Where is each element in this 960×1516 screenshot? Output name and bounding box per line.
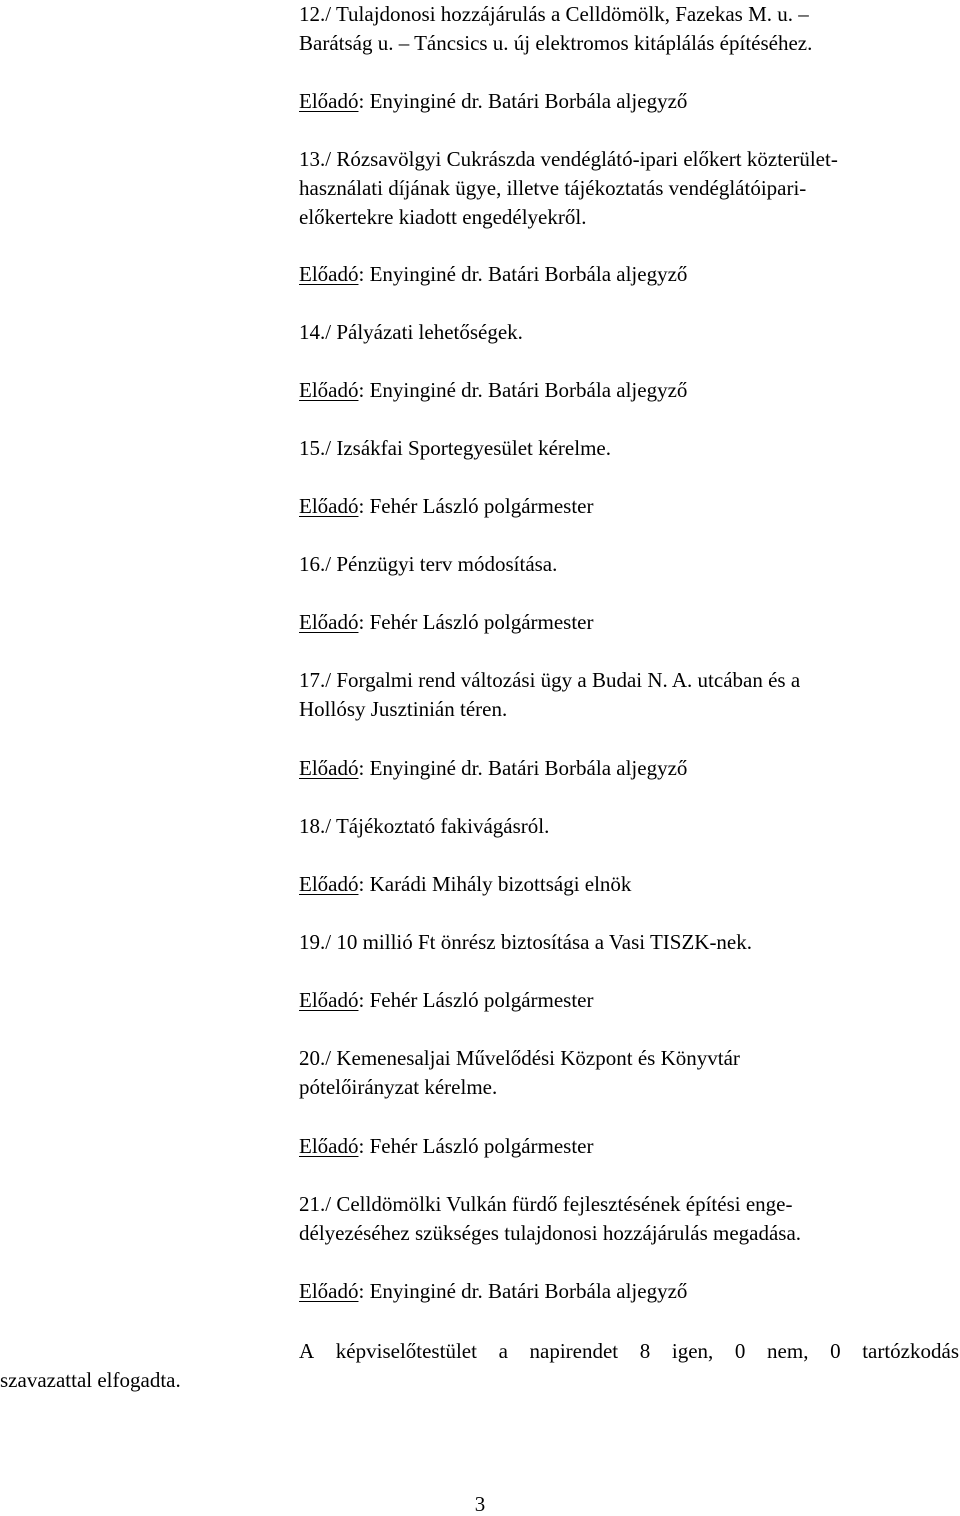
agenda-item-15: [299, 434, 914, 463]
presenter-label: Előadó: [299, 262, 359, 286]
agenda-item-21: [299, 1190, 914, 1248]
resolution-word: 0: [830, 1339, 841, 1363]
agenda-item-title-line: 18./ Tájékoztató fakivágásról.: [299, 814, 550, 838]
agenda-item-13: [299, 145, 914, 232]
presenter-line: Előadó: Fehér László polgármester: [299, 1134, 594, 1158]
resolution-word: nem,: [767, 1339, 809, 1363]
agenda-item-title-line: 17./ Forgalmi rend változási ügy a Budai N. A. utcában és a: [299, 668, 801, 692]
presenter-label: Előadó: [299, 89, 359, 113]
presenter-name: Karádi Mihály bizottsági elnök: [369, 872, 632, 896]
presenter-name: Enyinginé dr. Batári Borbála aljegyző: [369, 378, 688, 402]
agenda-item-title-line: 20./ Kemenesaljai Művelődési Központ és Könyvtár: [299, 1046, 740, 1070]
presenter-name: Enyinginé dr. Batári Borbála aljegyző: [369, 1279, 688, 1303]
presenter-line: Előadó: Fehér László polgármester: [299, 610, 594, 634]
presenter-line: Előadó: Enyinginé dr. Batári Borbála aljegyző: [299, 89, 688, 113]
resolution-word: napirendet: [529, 1339, 619, 1363]
presenter-name: Enyinginé dr. Batári Borbála aljegyző: [369, 756, 688, 780]
agenda-item-title-line: délyezéséhez szükséges tulajdonosi hozzájárulás megadása.: [299, 1221, 802, 1245]
presenter-line: Előadó: Fehér László polgármester: [299, 494, 594, 518]
agenda-item-14: [299, 318, 914, 347]
presenter-line: Előadó: Enyinginé dr. Batári Borbála aljegyző: [299, 262, 688, 286]
agenda-item-title-line: 15./ Izsákfai Sportegyesület kérelme.: [299, 436, 611, 460]
presenter-name: Fehér László polgármester: [369, 610, 594, 634]
presenter-line: Előadó: Enyinginé dr. Batári Borbála aljegyző: [299, 1279, 688, 1303]
agenda-item-title-line: Hollósy Jusztinián téren.: [299, 697, 508, 721]
presenter-label: Előadó: [299, 988, 359, 1012]
presenter-line: Előadó: Enyinginé dr. Batári Borbála aljegyző: [299, 756, 688, 780]
presenter-line: Előadó: Fehér László polgármester: [299, 988, 594, 1012]
agenda-item-19: [299, 928, 914, 957]
agenda-item-title-line: használati díjának ügye, illetve tájékoztatás vendéglátóipari-: [299, 176, 807, 200]
agenda-item-title-line: pótelőirányzat kérelme.: [299, 1075, 498, 1099]
presenter-label: Előadó: [299, 756, 359, 780]
agenda-item-title-line: 14./ Pályázati lehetőségek.: [299, 320, 523, 344]
agenda-item-20: [299, 1044, 914, 1102]
presenter-name: Fehér László polgármester: [369, 988, 594, 1012]
resolution-word: 8: [639, 1339, 651, 1363]
resolution-word: képviselőtestület: [335, 1339, 477, 1363]
agenda-item-17: [299, 666, 914, 724]
presenter-name: Enyinginé dr. Batári Borbála aljegyző: [369, 89, 688, 113]
presenter-label: Előadó: [299, 610, 359, 634]
presenter-line: Előadó: Enyinginé dr. Batári Borbála aljegyző: [299, 378, 688, 402]
agenda-item-title-line: 12./ Tulajdonosi hozzájárulás a Celldömölk, Fazekas M. u. –: [299, 2, 809, 26]
resolution-word: a: [498, 1339, 508, 1363]
presenter-label: Előadó: [299, 872, 359, 896]
agenda-item-title-line: 21./ Celldömölki Vulkán fürdő fejlesztésének építési enge-: [299, 1192, 793, 1216]
agenda-item-title-line: előkertekre kiadott engedélyekről.: [299, 205, 587, 229]
agenda-item-title-line: 13./ Rózsavölgyi Cukrászda vendéglátó-ipari előkert közterület-: [299, 147, 838, 171]
presenter-label: Előadó: [299, 494, 359, 518]
presenter-label: Előadó: [299, 1134, 359, 1158]
agenda-item-18: [299, 812, 914, 841]
resolution-word: 0: [734, 1339, 746, 1363]
presenter-name: Enyinginé dr. Batári Borbála aljegyző: [369, 262, 688, 286]
resolution-word: igen,: [671, 1339, 714, 1363]
presenter-name: Fehér László polgármester: [369, 494, 594, 518]
resolution-sentence: [299, 1337, 959, 1366]
resolution-word: tartózkodás: [862, 1339, 959, 1363]
agenda-item-16: [299, 550, 914, 579]
resolution-tail: szavazattal elfogadta.: [0, 1368, 181, 1392]
page-number: 3: [474, 1492, 486, 1516]
agenda-item-title-line: 19./ 10 millió Ft önrész biztosítása a Vasi TISZK-nek.: [299, 930, 753, 954]
presenter-name: Fehér László polgármester: [369, 1134, 594, 1158]
presenter-label: Előadó: [299, 1279, 359, 1303]
agenda-item-title-line: 16./ Pénzügyi terv módosítása.: [299, 552, 558, 576]
presenter-line: Előadó: Karádi Mihály bizottsági elnök: [299, 872, 632, 896]
presenter-label: Előadó: [299, 378, 359, 402]
resolution-word: A: [299, 1339, 315, 1363]
agenda-item-title-line: Barátság u. – Táncsics u. új elektromos kitáplálás építéséhez.: [299, 31, 813, 55]
agenda-item-12: [299, 0, 914, 58]
